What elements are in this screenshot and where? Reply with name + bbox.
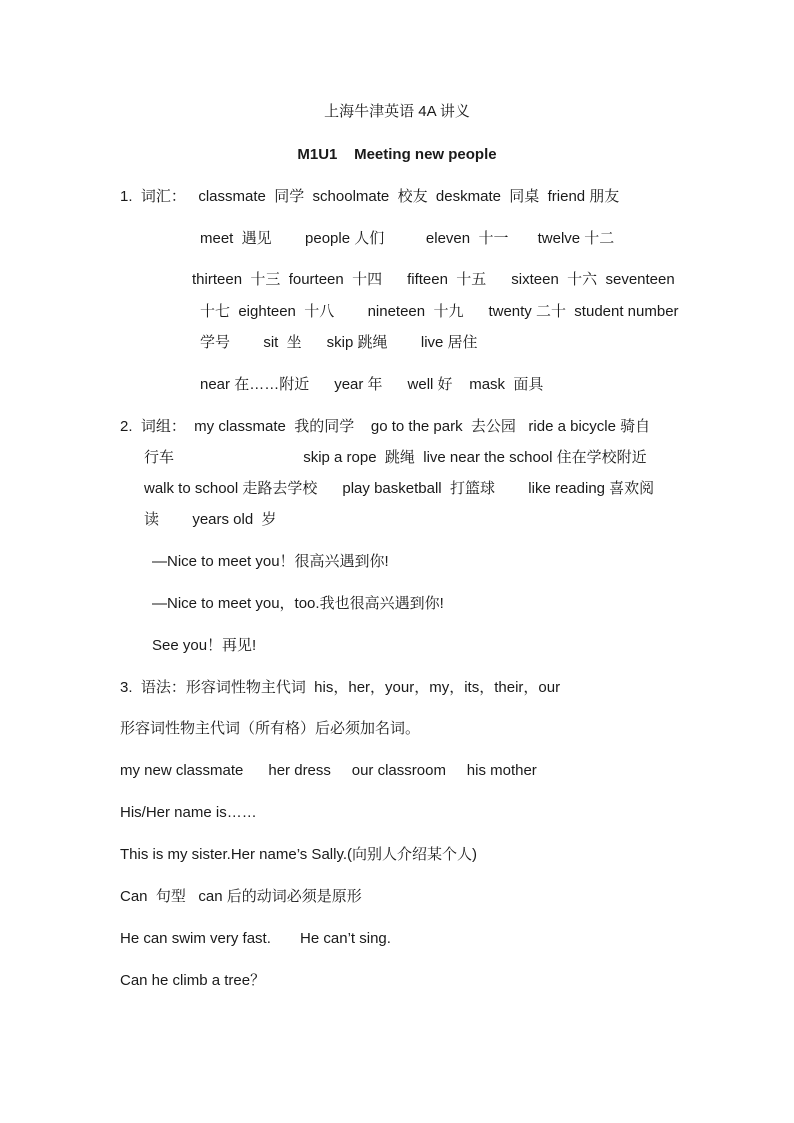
grammar-line-2: 形容词性物主代词（所有格）后必须加名词。: [120, 720, 421, 737]
vocab-line-3: thirteen 十三 fourteen 十四 fifteen 十五 sixteen 十六 seventeen: [192, 271, 675, 288]
grammar-line-5: This is my sister.Her name’s Sally.(向别人介绍某个人): [120, 846, 477, 863]
vocab-line-6: near 在……附近 year 年 well 好 mask 面具: [200, 376, 544, 393]
phrases-line-3: walk to school 走路去学校 play basketball 打篮球 like reading 喜欢阅: [144, 480, 655, 497]
phrases-line-2: 行车 skip a rope 跳绳 live near the school 住在学校附近: [144, 449, 647, 466]
grammar-line-4: His/Her name is……: [120, 804, 257, 821]
document-title: 上海牛津英语 4A 讲义: [324, 103, 470, 120]
unit-heading: M1U1 Meeting new people: [297, 146, 497, 163]
vocab-line-4: 十七 eighteen 十八 nineteen 十九 twenty 二十 student number: [200, 303, 679, 320]
grammar-line-3: my new classmate her dress our classroom his mother: [120, 762, 537, 779]
vocab-line-5: 学号 sit 坐 skip 跳绳 live 居住: [200, 334, 478, 351]
grammar-line-8: Can he climb a tree？: [120, 972, 266, 989]
vocab-line-1: 1. 词汇： classmate 同学 schoolmate 校友 deskmate 同桌 friend 朋友: [120, 188, 620, 205]
dialog-line-1: —Nice to meet you！很高兴遇到你!: [152, 553, 389, 570]
grammar-line-7: He can swim very fast. He can’t sing.: [120, 930, 391, 947]
dialog-line-2: —Nice to meet you，too.我也很高兴遇到你!: [152, 595, 444, 612]
phrases-line-4: 读 years old 岁: [144, 511, 277, 528]
grammar-line-1: 3. 语法：形容词性物主代词 his，her，your，my，its，their，our: [120, 679, 561, 696]
dialog-line-3: See you！再见!: [152, 637, 257, 654]
vocab-line-2: meet 遇见 people 人们 eleven 十一 twelve 十二: [200, 230, 615, 247]
phrases-line-1: 2. 词组： my classmate 我的同学 go to the park 去公园 ride a bicycle 骑自: [120, 418, 651, 435]
grammar-line-6: Can 句型 can 后的动词必须是原形: [120, 888, 362, 905]
